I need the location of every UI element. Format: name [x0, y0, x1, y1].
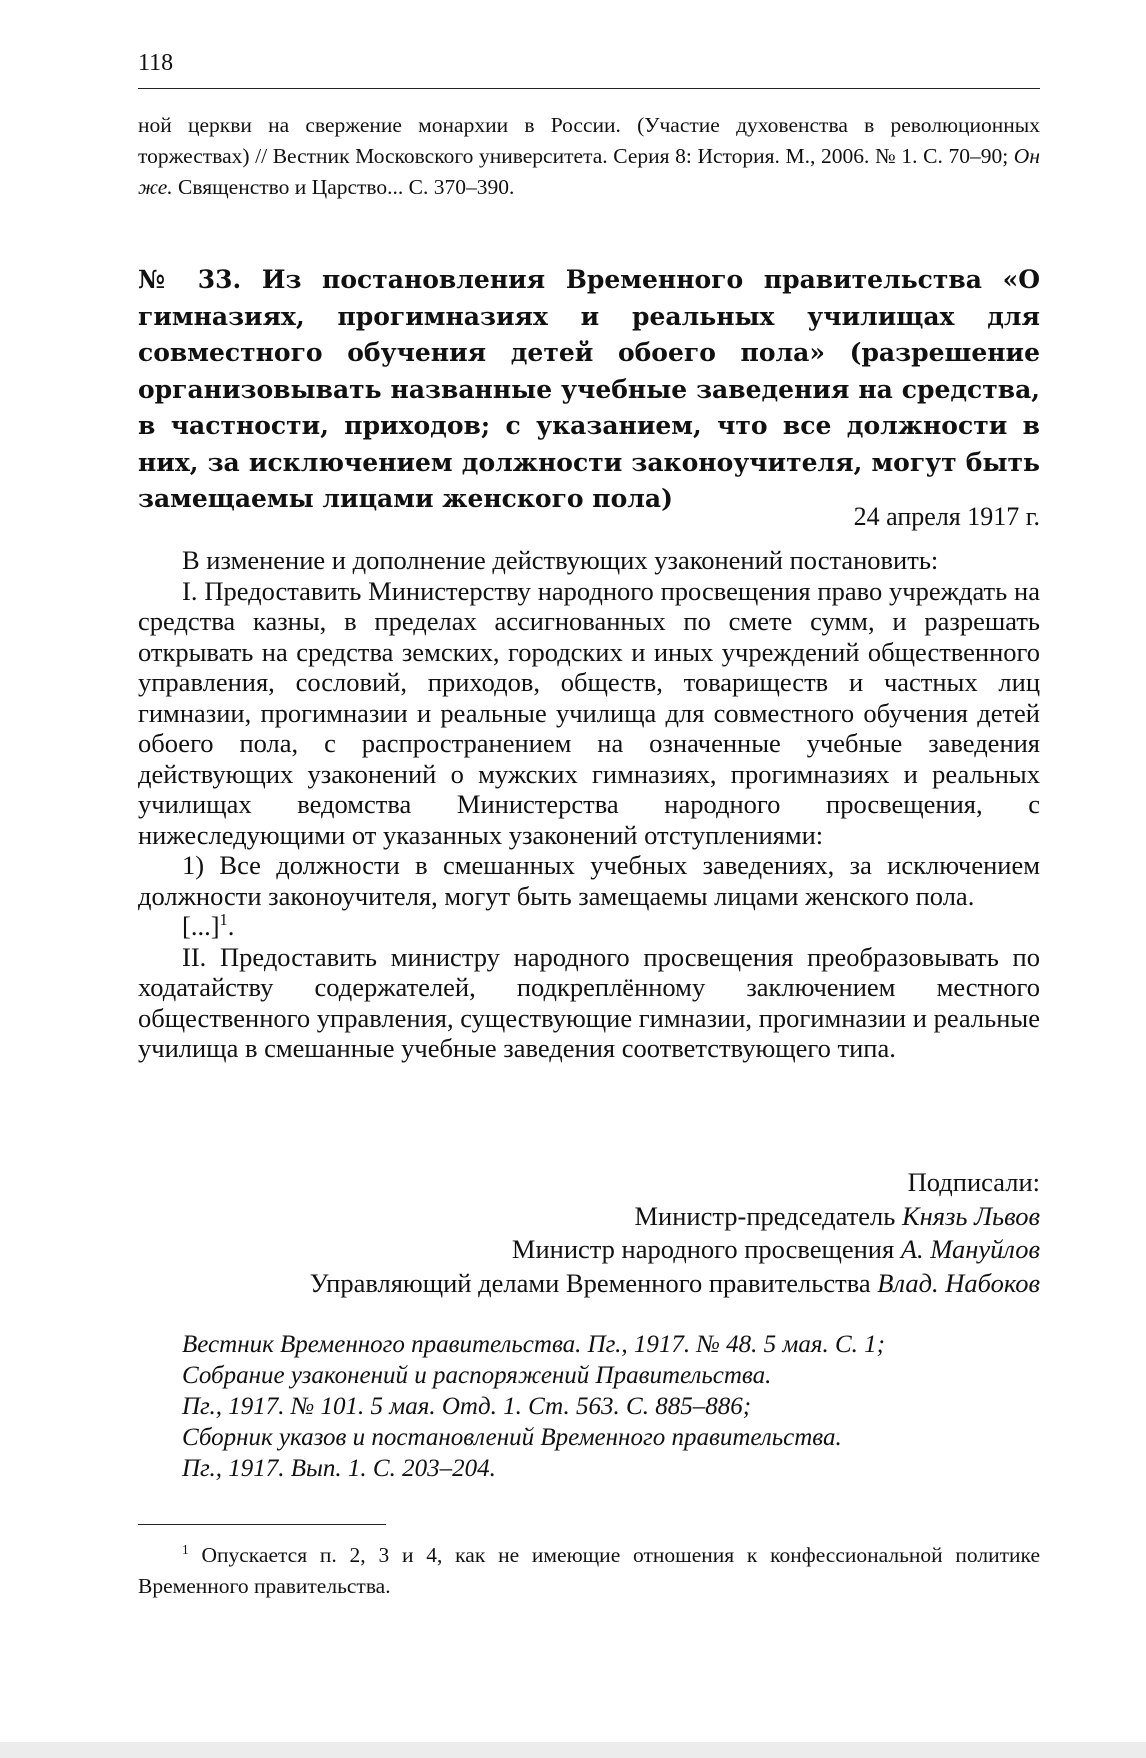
signer-position: Министр народного просвещения: [511, 1234, 901, 1264]
signer-position: Министр-председатель: [634, 1200, 902, 1231]
signer-name: А. Мануйлов: [900, 1234, 1040, 1264]
section-1-paragraph: I. Предоставить Министерству народного просвещения право учреждать на средства казны, в пределах ассигнованных по смете сумм, и разрешать открывать на средства земских, городских и иных учреждений общественного управления, сословий, приходов, обществ, товариществ и частных лиц гимназии, прогимназии и реальные училища для совместного обучения детей обоего пола, с распространением на означенные учебные заведения действующих узаконений о мужских гимназиях, прогимназиях и реальных училищах ведомства Министерства народного просвещения, с нижеследующими от указанных узаконений отступлениями:: [138, 575, 1040, 850]
signatures-heading: Подписали:: [907, 1167, 1040, 1197]
footnote-ref: 1: [219, 910, 228, 930]
omission-paragraph: [138, 911, 1040, 942]
source-line: Сборник указов и постановлений Временного правительства.: [182, 1424, 842, 1451]
previous-note-text: ной церкви на свержение монархии в России. (Участие духовенства в революционных торжествах) // Вестник Московского университета. Серия 8: История. М., 2006. № 1. С. 70–90;: [138, 113, 1040, 168]
signer-row: [310, 1200, 1040, 1234]
source-line: Вестник Временного правительства. Пг., 1917. № 48. 5 мая. С. 1;: [182, 1331, 886, 1358]
document-body: [138, 545, 1040, 1064]
document-date: 24 апреля 1917 г.: [853, 502, 1040, 531]
footnote-marker: 1: [182, 1541, 189, 1557]
signer-name: Влад. Набоков: [877, 1267, 1040, 1298]
source-line: Пг., 1917. № 101. 5 мая. Отд. 1. Ст. 563. С. 885–886;: [182, 1393, 752, 1420]
source-line: Собрание узаконений и распоряжений Правительства.: [182, 1362, 772, 1389]
footnote: [138, 1540, 1040, 1602]
item-1-paragraph: 1) Все должности в смешанных учебных заведениях, за исключением должности законоучителя, могут быть замещаемы лицами женского пола.: [138, 850, 1040, 911]
signer-position: Управляющий делами Временного правительства: [309, 1267, 878, 1298]
page-number: 118: [138, 50, 174, 76]
footnote-rule: [138, 1524, 386, 1525]
document-title: № 33. Из постановления Временного правительства «О гимназиях, прогимназиях и реальных училищах для совместного обучения детей обоего пола» (разрешение организовывать названные учебные заведения на средства, в частности, приходов; с указанием, что все должности в них, за исключением должности законоучителя, могут быть замещаемы лицами женского пола): [138, 265, 1040, 513]
intro-paragraph: В изменение и дополнение действующих узаконений постановить:: [182, 545, 939, 575]
section-2-paragraph: II. Предоставить министру народного просвещения преобразовывать по ходатайству содержателей, подкреплённому заключением местного общественного управления, существующие гимназии, прогимназии и реальные училища в смешанные учебные заведения соответствующего типа.: [138, 941, 1040, 1063]
sources-block: [182, 1329, 1040, 1484]
scan-bottom-edge: [0, 1742, 1146, 1758]
signer-name: Князь Львов: [902, 1200, 1040, 1231]
previous-footnote-continuation: [138, 110, 1040, 203]
signer-row: [310, 1267, 1040, 1301]
previous-note-text-end: Священство и Царство... С. 370–390.: [172, 175, 515, 199]
omission-end: .: [227, 911, 235, 941]
source-line: Пг., 1917. Вып. 1. С. 203–204.: [182, 1455, 496, 1482]
signer-row: [310, 1233, 1040, 1267]
previous-note-author: Он же.: [138, 144, 1040, 199]
header-rule: [138, 88, 1040, 89]
footnote-text: Опускается п. 2, 3 и 4, как не имеющие отношения к конфессиональной политике Временного правительства.: [138, 1543, 1040, 1598]
omission-mark: [...]: [182, 911, 220, 941]
signatures-block: [310, 1166, 1040, 1300]
